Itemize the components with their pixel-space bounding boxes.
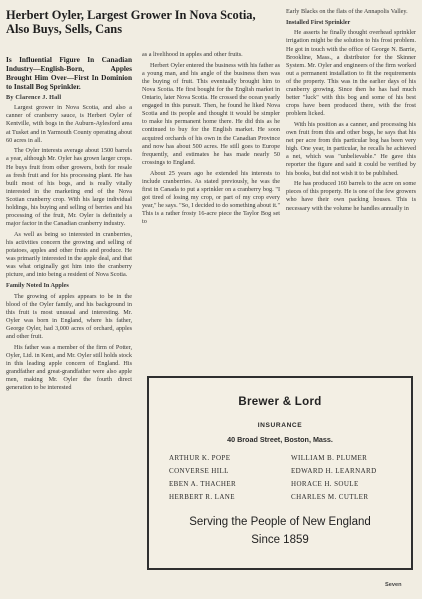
paragraph: As well as being so interested in cranberries, his activities concern the growing and selling of potatoes, apples and other fruits and produce. He was primarily interested in the apple deal, and that was what originally got him into the cranberry picture, and into being a resident of Nova Scotia. [6, 230, 132, 279]
subheading-first-sprinkler: Installed First Sprinkler [286, 18, 351, 26]
ad-firm-name: Brewer & Lord [238, 396, 322, 408]
ad-partner-name: EBEN A. THACHER [169, 480, 237, 488]
ad-partner-name: WILLIAM B. PLUMER [291, 454, 368, 462]
ad-address: 40 Broad Street, Boston, Mass. [227, 435, 333, 444]
article-deck: Is Influential Figure In Canadian Industry—English-Born, Apples Brought Him Over—First In Dominion to Install Bog Sprinkler. [6, 55, 132, 91]
ad-partner-name: CONVERSE HILL [169, 467, 229, 475]
article-headline: Herbert Oyler, Largest Grower In Nova Scotia, Also Buys, Sells, Cans [6, 8, 256, 36]
ad-insurance-label: INSURANCE [257, 422, 303, 429]
paragraph: as a livelihood in apples and other fruits. [142, 51, 243, 58]
paragraph: The Oyler interests average about 1500 barrels a year, although Mr. Oyler has grown larger crops. He buys fruit from other growers, both for resale as fresh fruit and for his processing plant. He has built most of his bogs, and is really vitally interested in the marketing end of the Nova Scotian cranberry crop. With his large individual holdings, his buying and selling of berries and his processing of the fruit, Mr. Oyler is definitely a major factor in the Canadian cranberry industry. [6, 147, 132, 228]
article-column-2 [142, 51, 280, 229]
ad-partner-name: ARTHUR K. POPE [169, 454, 231, 462]
article-column-3 [286, 8, 416, 215]
ad-partner-name: HERBERT R. LANE [169, 493, 235, 501]
ad-tagline: Serving the People of New England [189, 516, 371, 528]
paragraph: About 25 years ago he extended his interests to include cranberries. As stated previously, he was the first in Canada to put a sprinkler on a cranberry bog. "I got tired of losing my crop, or part of my crop every year," he says. "So, I decided to do something about it." This is a rather frosty 16-acre piece the Taylor Bog set to [142, 169, 280, 226]
paragraph: Early Blacks on the flats of the Annapolis Valley. [286, 8, 408, 15]
ad-partner-name: HORACE H. SOULE [291, 480, 359, 488]
page-number: Seven [385, 582, 402, 588]
ad-partner-name: EDWARD H. LEARNARD [291, 467, 377, 475]
paragraph: With his position as a canner, and processing his own fruit from this and other bogs, he says that his net per acre from this particular bog has been very high. One year, in particular, he recalls he achieved a net, which was "unbelievable." He gave this reporter the figure and said it could be verified by his books, but did not wish it to be published. [286, 121, 416, 177]
paragraph: The growing of apples appears to be in the blood of the Oyler family, and his background in this fruit is most unusual and interesting. Mr. Oyler was born in England, where his father, George Oyler, had 3,000 acres of orchard, apples and other fruit. [6, 292, 132, 341]
ad-partner-name: CHARLES M. CUTLER [291, 493, 369, 501]
brewer-lord-advertisement [147, 376, 413, 570]
subheading-family-apples: Family Noted In Apples [6, 282, 69, 290]
article-column-1 [6, 55, 132, 395]
paragraph: He asserts he finally thought overhead sprinkler irrigation might be the solution to his frost problem. He got in touch with the office of George N. Barrie, Brookline, Mass., a distributor for the Skinner System. Mr. Oyler and engineers of the firm worked out a permanent installation to fit the requirements of the property. This was in the earlier days of his cranberry growing. Since then he has had much better "luck" with this bog and some of his best crops have been produced there, with the frost problem licked. [286, 29, 416, 118]
paragraph: Largest grower in Nova Scotia, and also a canner of cranberry sauce, is Herbert Oyler of Kentville, with bogs in the Auburn-Aylesford area at Tusket and in Yarmouth County operating about 60 acres in all. [6, 104, 132, 144]
paragraph: He has produced 160 barrels to the acre on some pieces of this property. He is one of the few growers who have their own packing houses. This is necessary with the volume he handles annually in [286, 180, 416, 212]
article-byline: By Clarence J. Hall [6, 93, 62, 101]
paragraph: Herbert Oyler entered the business with his father as a young man, and his angle of the business then was the buying of fruit. This eventually brought him to Nova Scotia. He first bought for the English market in Ontario, later Nova Scotia. He crossed the ocean yearly engaged in this pursuit. Then, he found he liked Nova Scotia and its people and thought it would be simpler to make his permanent home there. He did this as he continued to buy for the English market. He soon acquired orchards of his own in the Canadian Province and now has about 500 acres. He still goes to Europe frequently, and estimates he has made nearly 50 crossings to England. [142, 61, 280, 166]
ad-since-year: Since 1859 [251, 534, 309, 546]
paragraph: His father was a member of the firm of Potter, Oyler, Ltd. in Kent, and Mr. Oyler still holds stock in this leading apple concern of England. His grandfather and great-grandfather were also apple men, making Mr. Oyler the fourth direct generation to be interested [6, 343, 132, 392]
